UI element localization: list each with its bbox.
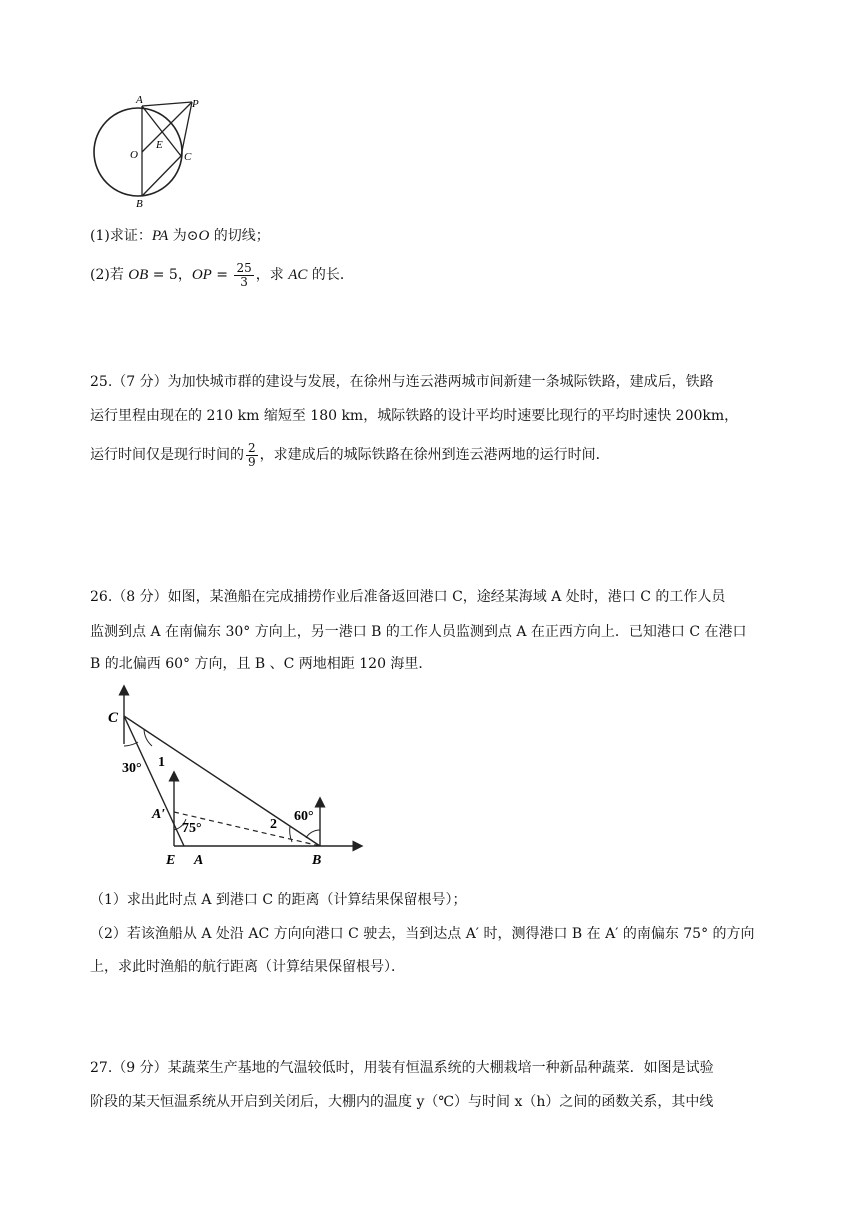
q26-line1: 26.（8 分）如图，某渔船在完成捕捞作业后准备返回港口 C，途经某海域 A 处时，港口 C 的工作人员: [90, 589, 726, 605]
label-A: A: [136, 94, 143, 106]
label-C: C: [184, 151, 192, 163]
q26-part2-line2: 上，求此时渔船的航行距离（计算结果保留根号）．: [90, 959, 405, 975]
label-2: 2: [270, 817, 277, 832]
label-1: 1: [158, 755, 165, 770]
label-C: C: [108, 710, 119, 726]
label-B: B: [312, 853, 322, 866]
label-A: A: [194, 853, 204, 866]
label-P: P: [192, 98, 199, 110]
label-E: E: [166, 853, 176, 866]
label-30deg: 30°: [122, 761, 142, 776]
q26-part2-line1: （2）若该渔船从 A 处沿 AC 方向向港口 C 驶去，当到达点 A′ 时，测得港口 B 在 A′ 的南偏东 75° 的方向: [90, 926, 755, 942]
q27-line1: 27.（9 分）某蔬菜生产基地的气温较低时，用装有恒温系统的大棚栽培一种新品种蔬菜．如图是试验: [90, 1060, 714, 1076]
q24-part2: (2)若 OB = 5，OP = $\frac{25}{3}$ ，求 AC 的长．: [90, 260, 354, 289]
fraction-25-3: $\frac{25}{3}$: [236, 260, 252, 289]
navigation-figure: [100, 684, 370, 866]
q26-line3: B 的北偏西 60° 方向，且 B 、C 两地相距 120 海里．: [90, 656, 433, 672]
q25-line3: 运行时间仅是现行时间的 $\frac{2}{9}$ ，求建成后的城际铁路在徐州到连云港两地的运行时间．: [90, 440, 610, 469]
label-B: B: [136, 198, 143, 210]
label-A-prime: A′: [152, 807, 166, 822]
circle-figure: [88, 92, 218, 210]
q26-line2: 监测到点 A 在南偏东 30° 方向上，另一港口 B 的工作人员监测到点 A 在正西方向上．已知港口 C 在港口: [90, 624, 747, 640]
label-O: O: [130, 149, 138, 161]
q27-line2: 阶段的某天恒温系统从开启到关闭后，大棚内的温度 y（℃）与时间 x（h）之间的函数关系，其中线: [90, 1094, 714, 1110]
q26-part1: （1）求出此时点 A 到港口 C 的距离（计算结果保留根号）；: [90, 892, 467, 908]
q25-line1: 25.（7 分）为加快城市群的建设与发展，在徐州与连云港两城市间新建一条城际铁路，建成后，铁路: [90, 374, 714, 390]
q25-line2: 运行里程由现在的 210 km 缩短至 180 km，城际铁路的设计平均时速要比现行的平均时速快 200km，: [90, 408, 739, 424]
label-60deg: 60°: [294, 809, 314, 824]
label-E: E: [156, 139, 163, 151]
q24-part1: (1)求证：PA 为⊙O 的切线；: [90, 228, 270, 244]
label-75deg: 75°: [182, 821, 202, 836]
fraction-2-9: $\frac{2}{9}$: [248, 440, 256, 469]
